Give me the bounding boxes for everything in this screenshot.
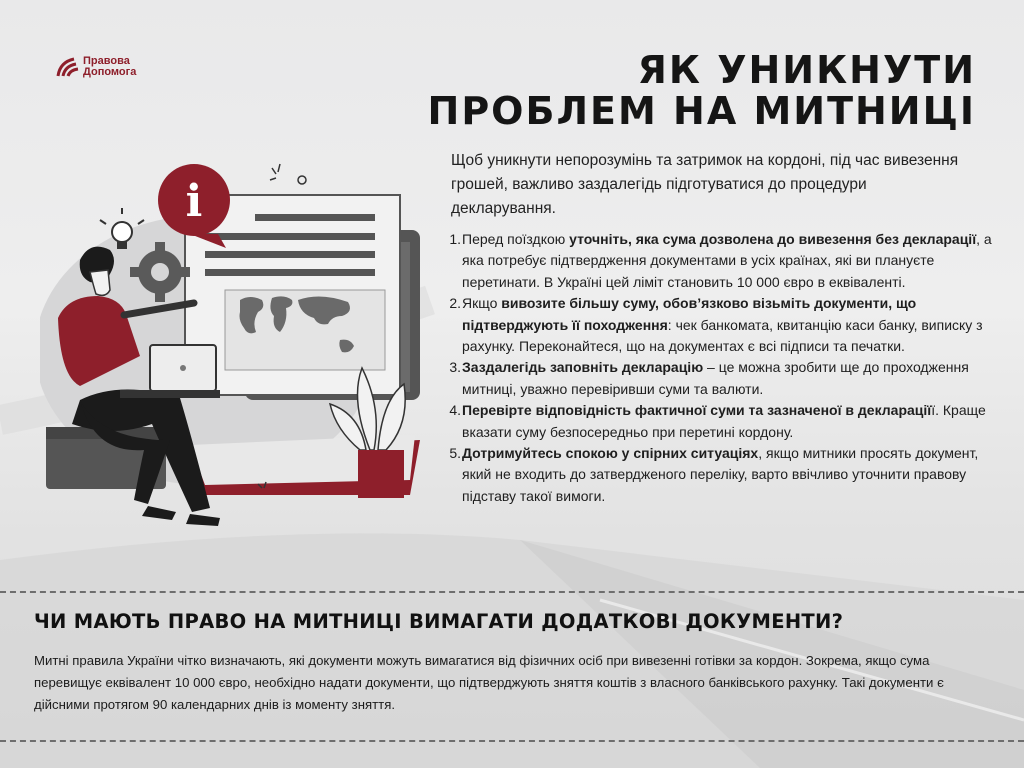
step-text-post: , а яка потребує підтвердження документами в усіх країнах, які ви плануєте перетинати. В Україні цей ліміт становить 10 000 євро в еквіваленті. bbox=[462, 231, 992, 290]
page-title bbox=[428, 50, 976, 132]
step-text-bold: Дотримуйтесь спокою у спірних ситуаціях bbox=[462, 445, 759, 462]
step-number: 4. bbox=[449, 402, 461, 419]
step-text-bold: Заздалегідь заповніть декларацію bbox=[462, 359, 704, 376]
step-number: 5. bbox=[449, 445, 461, 462]
step-item bbox=[446, 357, 998, 400]
logo-arc-icon bbox=[56, 56, 82, 78]
intro-paragraph: Щоб уникнути непорозумінь та затримок на кордоні, під час вивезення грошей, важливо заздалегідь підготуватися до процедури декларування. bbox=[451, 152, 959, 217]
step-text bbox=[462, 293, 998, 357]
brand-logo bbox=[56, 56, 136, 78]
step-item bbox=[446, 443, 998, 507]
step-text bbox=[462, 229, 998, 293]
step-text-pre: Якщо bbox=[462, 295, 502, 312]
info-icon: i bbox=[185, 176, 203, 227]
question-title: ЧИ МАЮТЬ ПРАВО НА МИТНИЦІ ВИМАГАТИ ДОДАТКОВІ ДОКУМЕНТИ? bbox=[34, 610, 844, 633]
question-text: Митні правила України чітко визначають, які документи можуть вимагатися від фізичних осіб при вивезенні готівки за кордон. Зокрема, якщо сума перевищує еквівалент 10 000 євро, необхідно надати документи, що підтверджують зняття коштів з власного банківського рахунку. Такі документи є дійсними протягом 90 календарних днів із моменту зняття. bbox=[34, 653, 944, 712]
step-text-pre: Перед поїздкою bbox=[462, 231, 570, 247]
step-item bbox=[446, 400, 998, 443]
step-text-bold: Перевірте відповідність фактичної суми та зазначеної в декларації bbox=[462, 402, 932, 419]
logo-line-2: Допомога bbox=[83, 66, 137, 78]
illustration bbox=[40, 150, 440, 540]
step-number: 3. bbox=[449, 359, 461, 376]
step-number: 1. bbox=[449, 231, 461, 247]
step-text-post: – це можна зробити ще до проходження митниці, уважно перевіривши суми та валюти. bbox=[462, 359, 969, 397]
step-text-post: : чек банкомата, квитанцію каси банку, виписку з рахунку. Переконайтеся, що на документах є всі підписи та печатки. bbox=[462, 316, 983, 355]
step-number: 2. bbox=[449, 295, 461, 312]
step-text-post: , якщо митники просять документ, який не входить до затвердженого переліку, варто ввічливо уточнити правову підставу такої вимоги. bbox=[462, 445, 979, 504]
steps-list bbox=[446, 229, 998, 507]
step-text-bold: вивозите більшу суму, обов’язково візьміть документи, що підтверджують її походження bbox=[462, 295, 917, 333]
step-text-bold: уточніть, яка сума дозволена до вивезення без декларації bbox=[569, 231, 977, 247]
step-item bbox=[446, 229, 998, 293]
title-line-1: ЯК УНИКНУТИ bbox=[637, 48, 976, 92]
title-line-2: ПРОБЛЕМ НА МИТНИЦІ bbox=[427, 89, 976, 133]
divider-bottom bbox=[0, 740, 1024, 742]
logo-line-1: Правова bbox=[83, 55, 130, 67]
step-item bbox=[446, 293, 998, 357]
step-text bbox=[462, 443, 998, 507]
step-text bbox=[462, 400, 998, 443]
step-text-post: ї. Краще вказати суму безпосередньо при перетині кордону. bbox=[462, 402, 986, 440]
divider-top bbox=[0, 591, 1024, 593]
step-text bbox=[462, 357, 998, 400]
